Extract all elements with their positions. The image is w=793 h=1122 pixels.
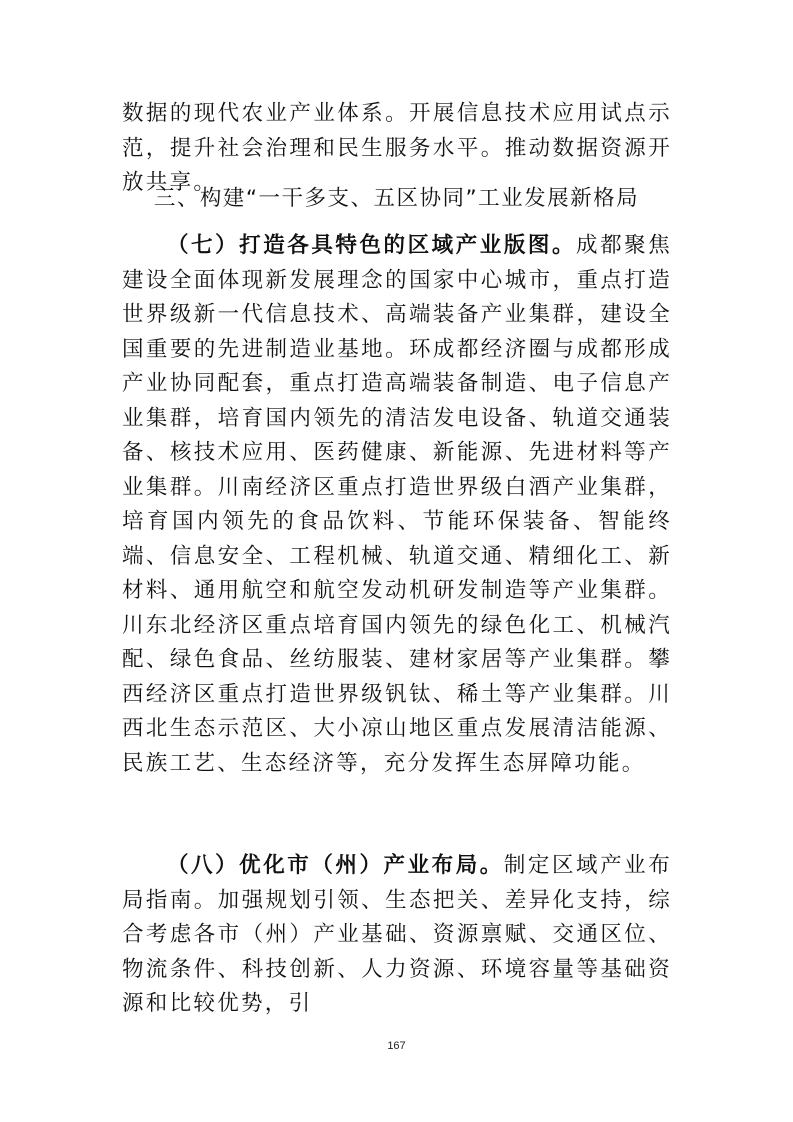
paragraph-item-7 <box>122 229 672 781</box>
section-heading: 三、构建“一干多支、五区协同”工业发展新格局 <box>153 186 640 211</box>
intro-paragraph: 数据的现代农业产业体系。开展信息技术应用试点示范，提升社会治理和民生服务水平。推动数据资源开放共享。 <box>122 101 672 195</box>
item-7-body: 成都聚焦建设全面体现新发展理念的国家中心城市，重点打造世界级新一代信息技术、高端装备产业集群，建设全国重要的先进制造业基地。环成都经济圈与成都形成产业协同配套，重点打造高端装备制造、电子信息产业集群，培育国内领先的清洁发电设备、轨道交通装备、核技术应用、医药健康、新能源、先进材料等产业集群。川南经济区重点打造世界级白酒产业集群，培育国内领先的食品饮料、节能环保装备、智能终端、信息安全、工程机械、轨道交通、精细化工、新材料、通用航空和航空发动机研发制造等产业集群。川东北经济区重点培育国内领先的绿色化工、机械汽配、绿色食品、丝纺服装、建材家居等产业集群。攀西经济区重点打造世界级钒钛、稀土等产业集群。川西北生态示范区、大小凉山地区重点发展清洁能源、民族工艺、生态经济等，充分发挥生态屏障功能。 <box>122 233 672 776</box>
page-number: 167 <box>387 1040 406 1052</box>
item-7-title: （七）打造各具特色的区域产业版图。 <box>167 233 577 258</box>
paragraph-item-8 <box>122 849 672 1022</box>
item-8-title: （八）优化市（州）产业布局。 <box>167 853 504 878</box>
item-8-body: 制定区域产业布局指南。加强规划引领、生态把关、差异化支持，综合考虑各市（州）产业基础、资源禀赋、交通区位、物流条件、科技创新、人力资源、环境容量等基础资源和比较优势，引 <box>122 853 673 1016</box>
